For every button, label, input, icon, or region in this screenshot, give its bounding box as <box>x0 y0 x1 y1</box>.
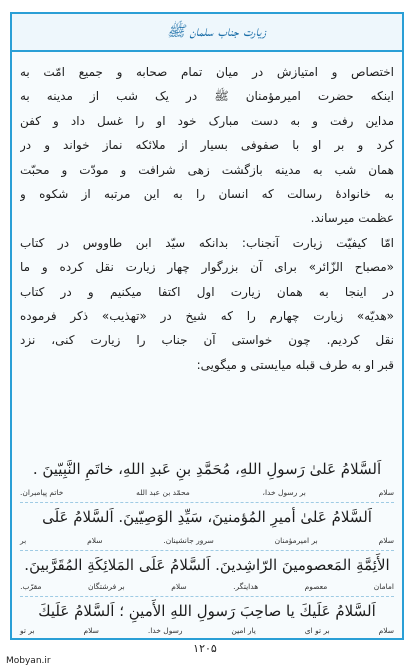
watermark: Mobyan.ir <box>6 656 51 666</box>
gloss-word: مقرّب. <box>20 582 42 591</box>
gloss-word: امامان <box>373 582 394 591</box>
gloss-word: بر امیرمؤمنان <box>274 536 318 545</box>
body-line: مداین رفت و به دست مبارک خود او را غسل داد و کفن <box>20 113 394 128</box>
divider <box>20 596 394 597</box>
gloss-line <box>20 488 394 500</box>
body-line: «مصباح الزّائر» برای آن بزرگوار چهار زیارت نقل کرده و ما <box>20 260 394 275</box>
body-line: کرد و بر او با صفوفی بسیار از ملائکه نماز خواند و در <box>20 138 394 153</box>
body-line: به خانوادهٔ رسالت که انسان را به این مرتبه از شکوه و <box>20 187 394 202</box>
gloss-word: معصوم <box>304 582 328 591</box>
gloss-word: هدایتگر. <box>233 582 259 591</box>
body-line: در اینجا به همان زیارت اول اکتفا میکنیم و در کتاب <box>20 284 394 299</box>
divider <box>20 550 394 551</box>
arabic-line: اَلسَّلامُ عَلَيكَ يا صاحِبَ رَسولِ اللهِ الأَمينِ ؛ اَلسَّلامُ عَلَيكَ <box>38 602 376 620</box>
arabic-line: اَلسَّلامُ عَلىٰ رَسولِ اللهِ، مُحَمَّدِ بنِ عَبدِ اللهِ، خاتَمِ النَّبِيّينَ . <box>32 460 382 478</box>
gloss-word: سلام <box>378 536 394 545</box>
body-line: نقل کردیم. چون خواستی آن جناب را زیارت کنی، نزد <box>20 333 394 348</box>
gloss-line <box>20 582 394 594</box>
gloss-word: بر رسول خدا، <box>262 488 306 497</box>
arabic-line: اَلسَّلامُ عَلىٰ أميرِ المُؤمنينَ، سَيِّدِ الوَصِيّينَ. اَلسَّلامُ عَلَى <box>42 508 372 526</box>
body-line: اینکه حضرت امیرمؤمنان ﷺ در یک شب از مدینه به <box>20 89 394 104</box>
divider <box>20 502 394 503</box>
body-line: امّا کیفیّت زیارت آنجناب: بدانکه سیّد ابن طاووس در کتاب <box>20 235 394 250</box>
gloss-word: بر تو ای <box>304 626 330 635</box>
body-line: اختصاص و امتیازش در میان تمام صحابه و جمیع امّت به <box>20 65 394 79</box>
gloss-word: سلام <box>378 488 394 497</box>
page-header <box>12 14 402 52</box>
body-line: قبر او به طرف قبله میایستی و میگویی: <box>196 357 394 372</box>
gloss-word: بر فرشتگان <box>87 582 125 591</box>
gloss-word: بر تو <box>20 626 35 635</box>
body-line: «هدیّه» زیارت چهارم را که شیخ در «تهذیب» ذکر فرموده <box>20 309 394 324</box>
page-frame <box>10 12 404 640</box>
body-line: همان شب به مدینه بازگشت زهی شرافت و مودّت و محبّت <box>20 162 394 177</box>
gloss-word: یار امین <box>231 626 256 635</box>
gloss-word: سلام <box>171 582 187 591</box>
gloss-word: بر <box>20 536 27 545</box>
gloss-word: سلام <box>87 536 103 545</box>
gloss-word: سلام <box>83 626 99 635</box>
gloss-word: خاتم پیامبران. <box>20 488 64 497</box>
arabic-line: الأَئِمَّةِ المَعصومينَ الرّاشِدينَ. اَلسَّلامُ عَلَى المَلائِكَةِ المُقَرَّبينَ. <box>24 556 390 574</box>
body-text <box>20 60 394 377</box>
gloss-line <box>20 536 394 548</box>
gloss-line <box>20 626 394 638</box>
gloss-word: سلام <box>378 626 394 635</box>
gloss-word: رسول خدا. <box>147 626 183 635</box>
body-line: عظمت میرساند. <box>310 211 394 226</box>
header-title: زیارت جناب سلمان ﷺ <box>166 22 266 40</box>
gloss-word: سرور جانشینان. <box>163 536 214 545</box>
gloss-word: محمّد بن عبد الله <box>136 488 190 497</box>
page-number: ۱۲۰۵ <box>193 642 217 655</box>
